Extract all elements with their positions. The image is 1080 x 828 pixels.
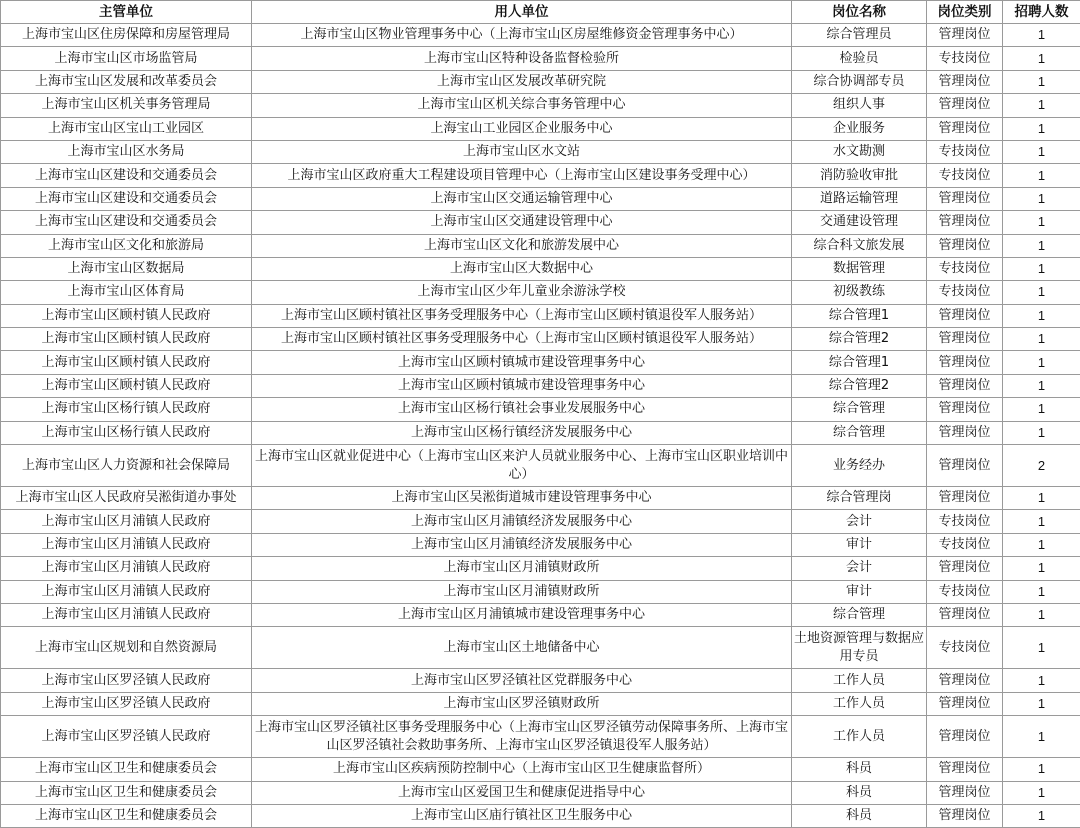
cell-employer: 上海市宝山区顾村镇城市建设管理事务中心	[252, 351, 792, 374]
cell-category: 专技岗位	[927, 140, 1003, 163]
cell-count: 1	[1003, 758, 1080, 781]
table-row	[1, 758, 1080, 781]
table-row	[1, 47, 1080, 70]
cell-dept: 上海市宝山区市场监管局	[1, 47, 252, 70]
cell-count: 1	[1003, 421, 1080, 444]
cell-count: 1	[1003, 164, 1080, 187]
cell-employer: 上海市宝山区罗泾镇社区党群服务中心	[252, 669, 792, 692]
cell-dept: 上海市宝山区建设和交通委员会	[1, 187, 252, 210]
table-row	[1, 804, 1080, 827]
cell-dept: 上海市宝山区罗泾镇人民政府	[1, 692, 252, 715]
table-row	[1, 627, 1080, 669]
cell-category: 管理岗位	[927, 557, 1003, 580]
cell-dept: 上海市宝山区文化和旅游局	[1, 234, 252, 257]
cell-position: 综合管理岗	[792, 487, 927, 510]
header-category: 岗位类别	[927, 1, 1003, 24]
cell-position: 工作人员	[792, 716, 927, 758]
cell-position: 初级教练	[792, 281, 927, 304]
cell-category: 专技岗位	[927, 627, 1003, 669]
cell-employer: 上海市宝山区杨行镇社会事业发展服务中心	[252, 398, 792, 421]
cell-position: 会计	[792, 557, 927, 580]
cell-category: 管理岗位	[927, 692, 1003, 715]
cell-category: 管理岗位	[927, 398, 1003, 421]
cell-count: 1	[1003, 398, 1080, 421]
cell-position: 综合协调部专员	[792, 70, 927, 93]
cell-count: 1	[1003, 187, 1080, 210]
cell-category: 管理岗位	[927, 445, 1003, 487]
cell-employer: 上海市宝山区交通建设管理中心	[252, 211, 792, 234]
cell-count: 1	[1003, 117, 1080, 140]
cell-category: 专技岗位	[927, 533, 1003, 556]
cell-position: 会计	[792, 510, 927, 533]
cell-employer: 上海市宝山区吴淞街道城市建设管理事务中心	[252, 487, 792, 510]
cell-count: 1	[1003, 781, 1080, 804]
cell-category: 管理岗位	[927, 187, 1003, 210]
header-employer: 用人单位	[252, 1, 792, 24]
table-row	[1, 421, 1080, 444]
cell-position: 交通建设管理	[792, 211, 927, 234]
cell-dept: 上海市宝山区月浦镇人民政府	[1, 533, 252, 556]
header-count: 招聘人数	[1003, 1, 1080, 24]
table-body	[1, 24, 1080, 828]
cell-count: 1	[1003, 257, 1080, 280]
header-position: 岗位名称	[792, 1, 927, 24]
cell-position: 检验员	[792, 47, 927, 70]
cell-category: 管理岗位	[927, 421, 1003, 444]
cell-count: 1	[1003, 351, 1080, 374]
cell-category: 管理岗位	[927, 603, 1003, 626]
cell-category: 管理岗位	[927, 328, 1003, 351]
cell-position: 综合管理	[792, 603, 927, 626]
cell-employer: 上海市宝山区顾村镇社区事务受理服务中心（上海市宝山区顾村镇退役军人服务站）	[252, 328, 792, 351]
cell-dept: 上海市宝山区机关事务管理局	[1, 94, 252, 117]
cell-employer: 上海市宝山区大数据中心	[252, 257, 792, 280]
cell-dept: 上海市宝山区月浦镇人民政府	[1, 580, 252, 603]
cell-category: 管理岗位	[927, 117, 1003, 140]
cell-employer: 上海市宝山区土地储备中心	[252, 627, 792, 669]
cell-count: 1	[1003, 234, 1080, 257]
table-row	[1, 117, 1080, 140]
cell-dept: 上海市宝山区顾村镇人民政府	[1, 328, 252, 351]
cell-employer: 上海市宝山区月浦镇财政所	[252, 580, 792, 603]
cell-dept: 上海市宝山区顾村镇人民政府	[1, 374, 252, 397]
table-row	[1, 351, 1080, 374]
cell-count: 1	[1003, 140, 1080, 163]
header-dept: 主管单位	[1, 1, 252, 24]
cell-dept: 上海市宝山区发展和改革委员会	[1, 70, 252, 93]
cell-employer: 上海市宝山区罗泾镇社区事务受理服务中心（上海市宝山区罗泾镇劳动保障事务所、上海市宝山区罗泾镇社会救助事务所、上海市宝山区罗泾镇退役军人服务站）	[252, 716, 792, 758]
cell-employer: 上海市宝山区月浦镇经济发展服务中心	[252, 533, 792, 556]
cell-position: 综合管理1	[792, 351, 927, 374]
cell-dept: 上海市宝山区卫生和健康委员会	[1, 758, 252, 781]
cell-count: 1	[1003, 70, 1080, 93]
cell-position: 工作人员	[792, 692, 927, 715]
table-row	[1, 781, 1080, 804]
cell-count: 1	[1003, 716, 1080, 758]
cell-count: 1	[1003, 603, 1080, 626]
table-row	[1, 140, 1080, 163]
cell-count: 2	[1003, 445, 1080, 487]
cell-count: 1	[1003, 557, 1080, 580]
table-row	[1, 70, 1080, 93]
table-row	[1, 304, 1080, 327]
cell-dept: 上海市宝山区人民政府吴淞街道办事处	[1, 487, 252, 510]
cell-position: 业务经办	[792, 445, 927, 487]
table-row	[1, 580, 1080, 603]
cell-employer: 上海市宝山区月浦镇经济发展服务中心	[252, 510, 792, 533]
cell-dept: 上海市宝山区顾村镇人民政府	[1, 351, 252, 374]
cell-category: 管理岗位	[927, 758, 1003, 781]
cell-employer: 上海市宝山区特种设备监督检验所	[252, 47, 792, 70]
cell-dept: 上海市宝山区住房保障和房屋管理局	[1, 24, 252, 47]
cell-category: 管理岗位	[927, 351, 1003, 374]
cell-employer: 上海市宝山区少年儿童业余游泳学校	[252, 281, 792, 304]
cell-position: 工作人员	[792, 669, 927, 692]
cell-category: 管理岗位	[927, 781, 1003, 804]
cell-dept: 上海市宝山区建设和交通委员会	[1, 211, 252, 234]
table-row	[1, 716, 1080, 758]
cell-count: 1	[1003, 487, 1080, 510]
cell-category: 专技岗位	[927, 47, 1003, 70]
cell-count: 1	[1003, 627, 1080, 669]
cell-count: 1	[1003, 94, 1080, 117]
cell-employer: 上海市宝山区机关综合事务管理中心	[252, 94, 792, 117]
cell-employer: 上海市宝山区交通运输管理中心	[252, 187, 792, 210]
cell-count: 1	[1003, 510, 1080, 533]
table-row	[1, 257, 1080, 280]
cell-position: 综合科文旅发展	[792, 234, 927, 257]
cell-dept: 上海市宝山区罗泾镇人民政府	[1, 716, 252, 758]
cell-position: 综合管理员	[792, 24, 927, 47]
table-row	[1, 94, 1080, 117]
cell-position: 组织人事	[792, 94, 927, 117]
cell-position: 综合管理2	[792, 328, 927, 351]
cell-dept: 上海市宝山区罗泾镇人民政府	[1, 669, 252, 692]
cell-category: 专技岗位	[927, 281, 1003, 304]
cell-dept: 上海市宝山区宝山工业园区	[1, 117, 252, 140]
cell-category: 专技岗位	[927, 164, 1003, 187]
cell-dept: 上海市宝山区人力资源和社会保障局	[1, 445, 252, 487]
cell-position: 科员	[792, 804, 927, 827]
cell-position: 科员	[792, 781, 927, 804]
cell-category: 管理岗位	[927, 70, 1003, 93]
cell-category: 管理岗位	[927, 716, 1003, 758]
cell-employer: 上海市宝山区爱国卫生和健康促进指导中心	[252, 781, 792, 804]
cell-category: 专技岗位	[927, 510, 1003, 533]
cell-dept: 上海市宝山区体育局	[1, 281, 252, 304]
cell-dept: 上海市宝山区顾村镇人民政府	[1, 304, 252, 327]
cell-employer: 上海市宝山区物业管理事务中心（上海市宝山区房屋维修资金管理事务中心）	[252, 24, 792, 47]
cell-category: 管理岗位	[927, 804, 1003, 827]
cell-employer: 上海市宝山区月浦镇城市建设管理事务中心	[252, 603, 792, 626]
cell-category: 管理岗位	[927, 234, 1003, 257]
cell-employer: 上海市宝山区月浦镇财政所	[252, 557, 792, 580]
cell-dept: 上海市宝山区月浦镇人民政府	[1, 603, 252, 626]
table-row	[1, 234, 1080, 257]
cell-employer: 上海市宝山区庙行镇社区卫生服务中心	[252, 804, 792, 827]
cell-position: 企业服务	[792, 117, 927, 140]
cell-employer: 上海市宝山区疾病预防控制中心（上海市宝山区卫生健康监督所）	[252, 758, 792, 781]
table-row	[1, 187, 1080, 210]
cell-category: 专技岗位	[927, 580, 1003, 603]
cell-dept: 上海市宝山区杨行镇人民政府	[1, 398, 252, 421]
cell-position: 数据管理	[792, 257, 927, 280]
cell-dept: 上海市宝山区卫生和健康委员会	[1, 804, 252, 827]
table-row	[1, 487, 1080, 510]
cell-count: 1	[1003, 328, 1080, 351]
cell-employer: 上海市宝山区文化和旅游发展中心	[252, 234, 792, 257]
cell-count: 1	[1003, 47, 1080, 70]
cell-employer: 上海市宝山区罗泾镇财政所	[252, 692, 792, 715]
cell-category: 管理岗位	[927, 304, 1003, 327]
cell-count: 1	[1003, 692, 1080, 715]
cell-employer: 上海宝山工业园区企业服务中心	[252, 117, 792, 140]
table-row	[1, 24, 1080, 47]
cell-position: 审计	[792, 580, 927, 603]
table-row	[1, 398, 1080, 421]
table-row	[1, 603, 1080, 626]
cell-category: 管理岗位	[927, 211, 1003, 234]
cell-category: 管理岗位	[927, 487, 1003, 510]
cell-dept: 上海市宝山区规划和自然资源局	[1, 627, 252, 669]
table-row	[1, 328, 1080, 351]
cell-category: 管理岗位	[927, 374, 1003, 397]
header-row	[1, 1, 1080, 24]
table-row	[1, 281, 1080, 304]
table-row	[1, 692, 1080, 715]
cell-dept: 上海市宝山区卫生和健康委员会	[1, 781, 252, 804]
cell-count: 1	[1003, 281, 1080, 304]
table-row	[1, 510, 1080, 533]
cell-category: 管理岗位	[927, 94, 1003, 117]
cell-count: 1	[1003, 24, 1080, 47]
cell-position: 审计	[792, 533, 927, 556]
table-row	[1, 557, 1080, 580]
cell-count: 1	[1003, 669, 1080, 692]
table-row	[1, 211, 1080, 234]
cell-employer: 上海市宝山区就业促进中心（上海市宝山区来沪人员就业服务中心、上海市宝山区职业培训中心）	[252, 445, 792, 487]
table-row	[1, 164, 1080, 187]
table-row	[1, 533, 1080, 556]
cell-count: 1	[1003, 533, 1080, 556]
cell-position: 综合管理2	[792, 374, 927, 397]
cell-category: 专技岗位	[927, 257, 1003, 280]
cell-employer: 上海市宝山区政府重大工程建设项目管理中心（上海市宝山区建设事务受理中心）	[252, 164, 792, 187]
cell-employer: 上海市宝山区顾村镇社区事务受理服务中心（上海市宝山区顾村镇退役军人服务站）	[252, 304, 792, 327]
cell-count: 1	[1003, 304, 1080, 327]
cell-employer: 上海市宝山区杨行镇经济发展服务中心	[252, 421, 792, 444]
cell-position: 水文勘测	[792, 140, 927, 163]
cell-dept: 上海市宝山区建设和交通委员会	[1, 164, 252, 187]
cell-employer: 上海市宝山区顾村镇城市建设管理事务中心	[252, 374, 792, 397]
cell-position: 综合管理	[792, 398, 927, 421]
cell-position: 道路运输管理	[792, 187, 927, 210]
cell-dept: 上海市宝山区数据局	[1, 257, 252, 280]
cell-category: 管理岗位	[927, 24, 1003, 47]
cell-position: 综合管理1	[792, 304, 927, 327]
cell-position: 土地资源管理与数据应用专员	[792, 627, 927, 669]
cell-count: 1	[1003, 374, 1080, 397]
cell-employer: 上海市宝山区发展改革研究院	[252, 70, 792, 93]
table-row	[1, 374, 1080, 397]
cell-count: 1	[1003, 211, 1080, 234]
cell-position: 消防验收审批	[792, 164, 927, 187]
cell-count: 1	[1003, 804, 1080, 827]
cell-count: 1	[1003, 580, 1080, 603]
table-row	[1, 445, 1080, 487]
cell-dept: 上海市宝山区水务局	[1, 140, 252, 163]
cell-category: 管理岗位	[927, 669, 1003, 692]
cell-employer: 上海市宝山区水文站	[252, 140, 792, 163]
cell-position: 科员	[792, 758, 927, 781]
table-row	[1, 669, 1080, 692]
cell-dept: 上海市宝山区月浦镇人民政府	[1, 557, 252, 580]
cell-dept: 上海市宝山区月浦镇人民政府	[1, 510, 252, 533]
cell-dept: 上海市宝山区杨行镇人民政府	[1, 421, 252, 444]
cell-position: 综合管理	[792, 421, 927, 444]
